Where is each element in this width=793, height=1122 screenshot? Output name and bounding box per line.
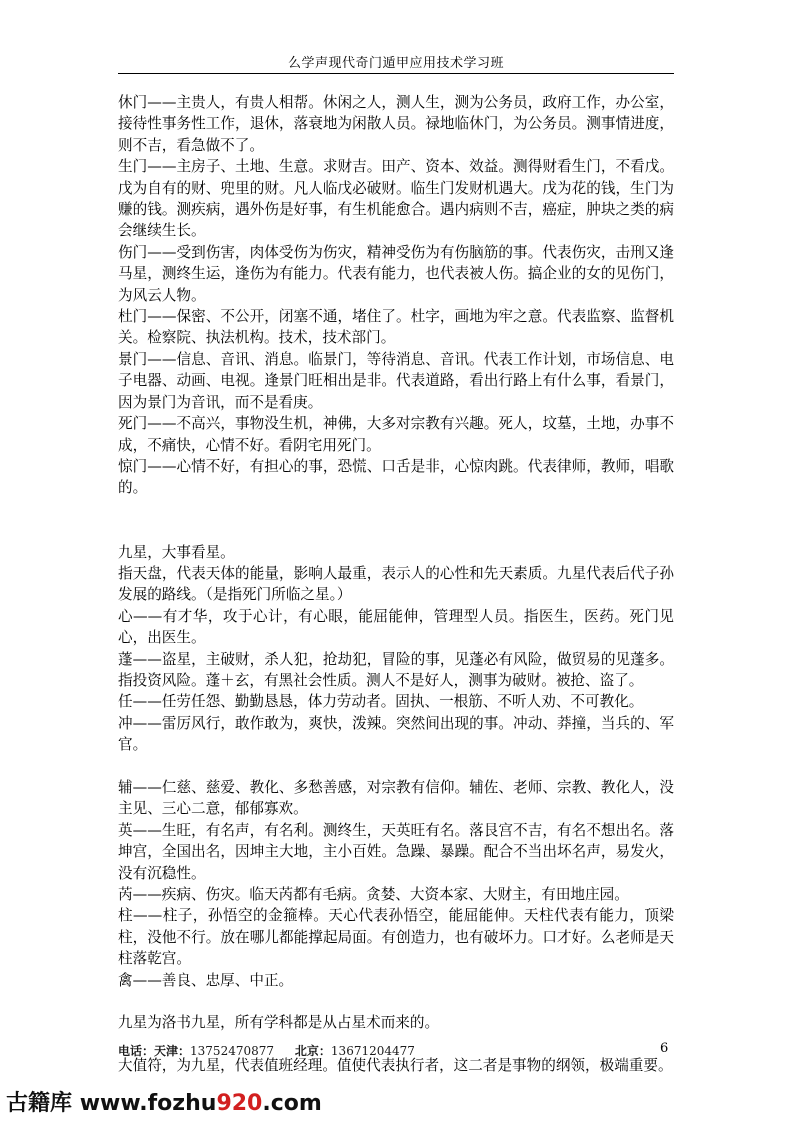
paragraph: 死门——不高兴，事物没生机，神佛，大多对宗教有兴趣。死人，坟墓，土地，办事不成，不痛快，心情不好。看阴宅用死门。 [118, 415, 674, 454]
beijing-number: 13671204477 [330, 1044, 415, 1058]
paragraph: 九星，大事看星。 [118, 543, 235, 561]
beijing-label: 北京： [294, 1044, 331, 1058]
paragraph: 休门——主贵人，有贵人相帮。休闲之人，测人生，测为公务员，政府工作，办公室，接待性事务性工作，退休，落衰地为闲散人员。禄地临休门，为公务员。测事情进度，则不吉，看急做不了。 [118, 94, 674, 154]
phone-label: 电话： [118, 1044, 155, 1058]
paragraph-gap [118, 991, 674, 1012]
header-divider [118, 73, 674, 74]
paragraph: 大值符，为九星，代表值班经理。值使代表执行者，这二者是事物的纲领，极端重要。 [118, 1057, 673, 1075]
watermark-url-prefix: www.fozhu [79, 1091, 217, 1116]
paragraph-gap [118, 499, 674, 520]
paragraph: 景门——信息、音讯、消息。临景门，等待消息、音讯。代表工作计划，市场信息、电子电器、动画、电视。逢景门旺相出是非。代表道路，看出行路上有什么事，看景门，因为景门为音讯，而不是看庚。 [118, 350, 674, 411]
paragraph: 英——生旺，有名声，有名利。测终生，天英旺有名。落艮宫不吉，有名不想出名。落坤宫，全国出名，因坤主大地，主小百姓。急躁、暴躁。配合不当出坏名声，易发火，没有沉稳性。 [118, 821, 674, 882]
paragraph: 惊门——心情不好，有担心的事，恐慌、口舌是非，心惊肉跳。代表律师，教师，唱歌的。 [118, 457, 674, 497]
tianjin-number: 13752470877 [190, 1044, 275, 1058]
paragraph-gap [118, 520, 674, 541]
paragraph: 蓬——盗星，主破财，杀人犯，抢劫犯，冒险的事，见蓬必有风险，做贸易的见蓬多。指投资风险。蓬＋玄，有黑社会性质。测人不是好人，测事为破财。被抢、盗了。 [118, 650, 674, 689]
paragraph: 杜门——保密、不公开，闭塞不通，堵住了。杜字，画地为牢之意。代表监察、监督机关。检察院、执法机构。技术，技术部门。 [118, 308, 674, 347]
paragraph: 心——有才华，攻于心计，有心眼，能屈能伸，管理型人员。指医生，医药。死门见心，出医生。 [118, 607, 674, 647]
paragraph: 禽——善良、忠厚、中正。 [118, 971, 294, 989]
watermark-site-name: 古籍库 [6, 1091, 73, 1116]
watermark-url-accent: 920 [216, 1091, 263, 1116]
footer-contact [118, 1042, 674, 1059]
paragraph-gap [118, 756, 674, 777]
tianjin-label: 天津： [154, 1044, 191, 1058]
paragraph: 芮——疾病、伤灾。临天芮都有毛病。贪婪、大资本家、大财主，有田地庄园。 [118, 885, 629, 903]
paragraph: 任——任劳任怨、勤勤恳恳，体力劳动者。固执、一根筋、不听人劝、不可教化。 [118, 693, 644, 711]
paragraph: 伤门——受到伤害，肉体受伤为伤灾，精神受伤为有伤脑筋的事。代表伤灾，击刑又逢马星，测终生运，逢伤为有能力。代表有能力，也代表被人伤。搞企业的女的见伤门，为风云人物。 [118, 243, 674, 304]
site-watermark [6, 1086, 322, 1116]
watermark-url-suffix: .com [262, 1091, 322, 1116]
paragraph: 九星为洛书九星，所有学科都是从占星术而来的。 [118, 1014, 440, 1032]
paragraph: 辅——仁慈、慈爱、教化、多愁善感，对宗教有信仰。辅佐、老师、宗教、教化人，没主见、三心二意，郁郁寡欢。 [118, 778, 674, 818]
page-number: 6 [660, 1041, 669, 1056]
document-body [118, 92, 674, 1077]
paragraph: 生门——主房子、土地、生意。求财吉。田产、资本、效益。测得财看生门，不看戊。戊为自有的财、兜里的财。凡人临戊必破财。临生门发财机遇大。戊为花的钱，生门为赚的钱。测疾病，遇外伤是好事，有生机能愈合。遇内病则不吉，癌症，肿块之类的病会继续生长。 [118, 158, 674, 240]
page-header-title: 么学声现代奇门遁甲应用技术学习班 [287, 56, 504, 71]
paragraph: 冲——雷厉风行，敢作敢为，爽快，泼辣。突然间出现的事。冲动、莽撞，当兵的、军官。 [118, 714, 674, 754]
paragraph: 柱——柱子，孙悟空的金箍棒。天心代表孙悟空，能屈能伸。天柱代表有能力，顶梁柱，没他不行。放在哪儿都能撑起局面。有创造力，也有破坏力。口才好。么老师是天柱落乾宫。 [118, 907, 674, 968]
paragraph: 指天盘，代表天体的能量，影响人最重，表示人的心性和先天素质。九星代表后代子孙发展的路线。（是指死门所临之星。） [118, 564, 674, 604]
